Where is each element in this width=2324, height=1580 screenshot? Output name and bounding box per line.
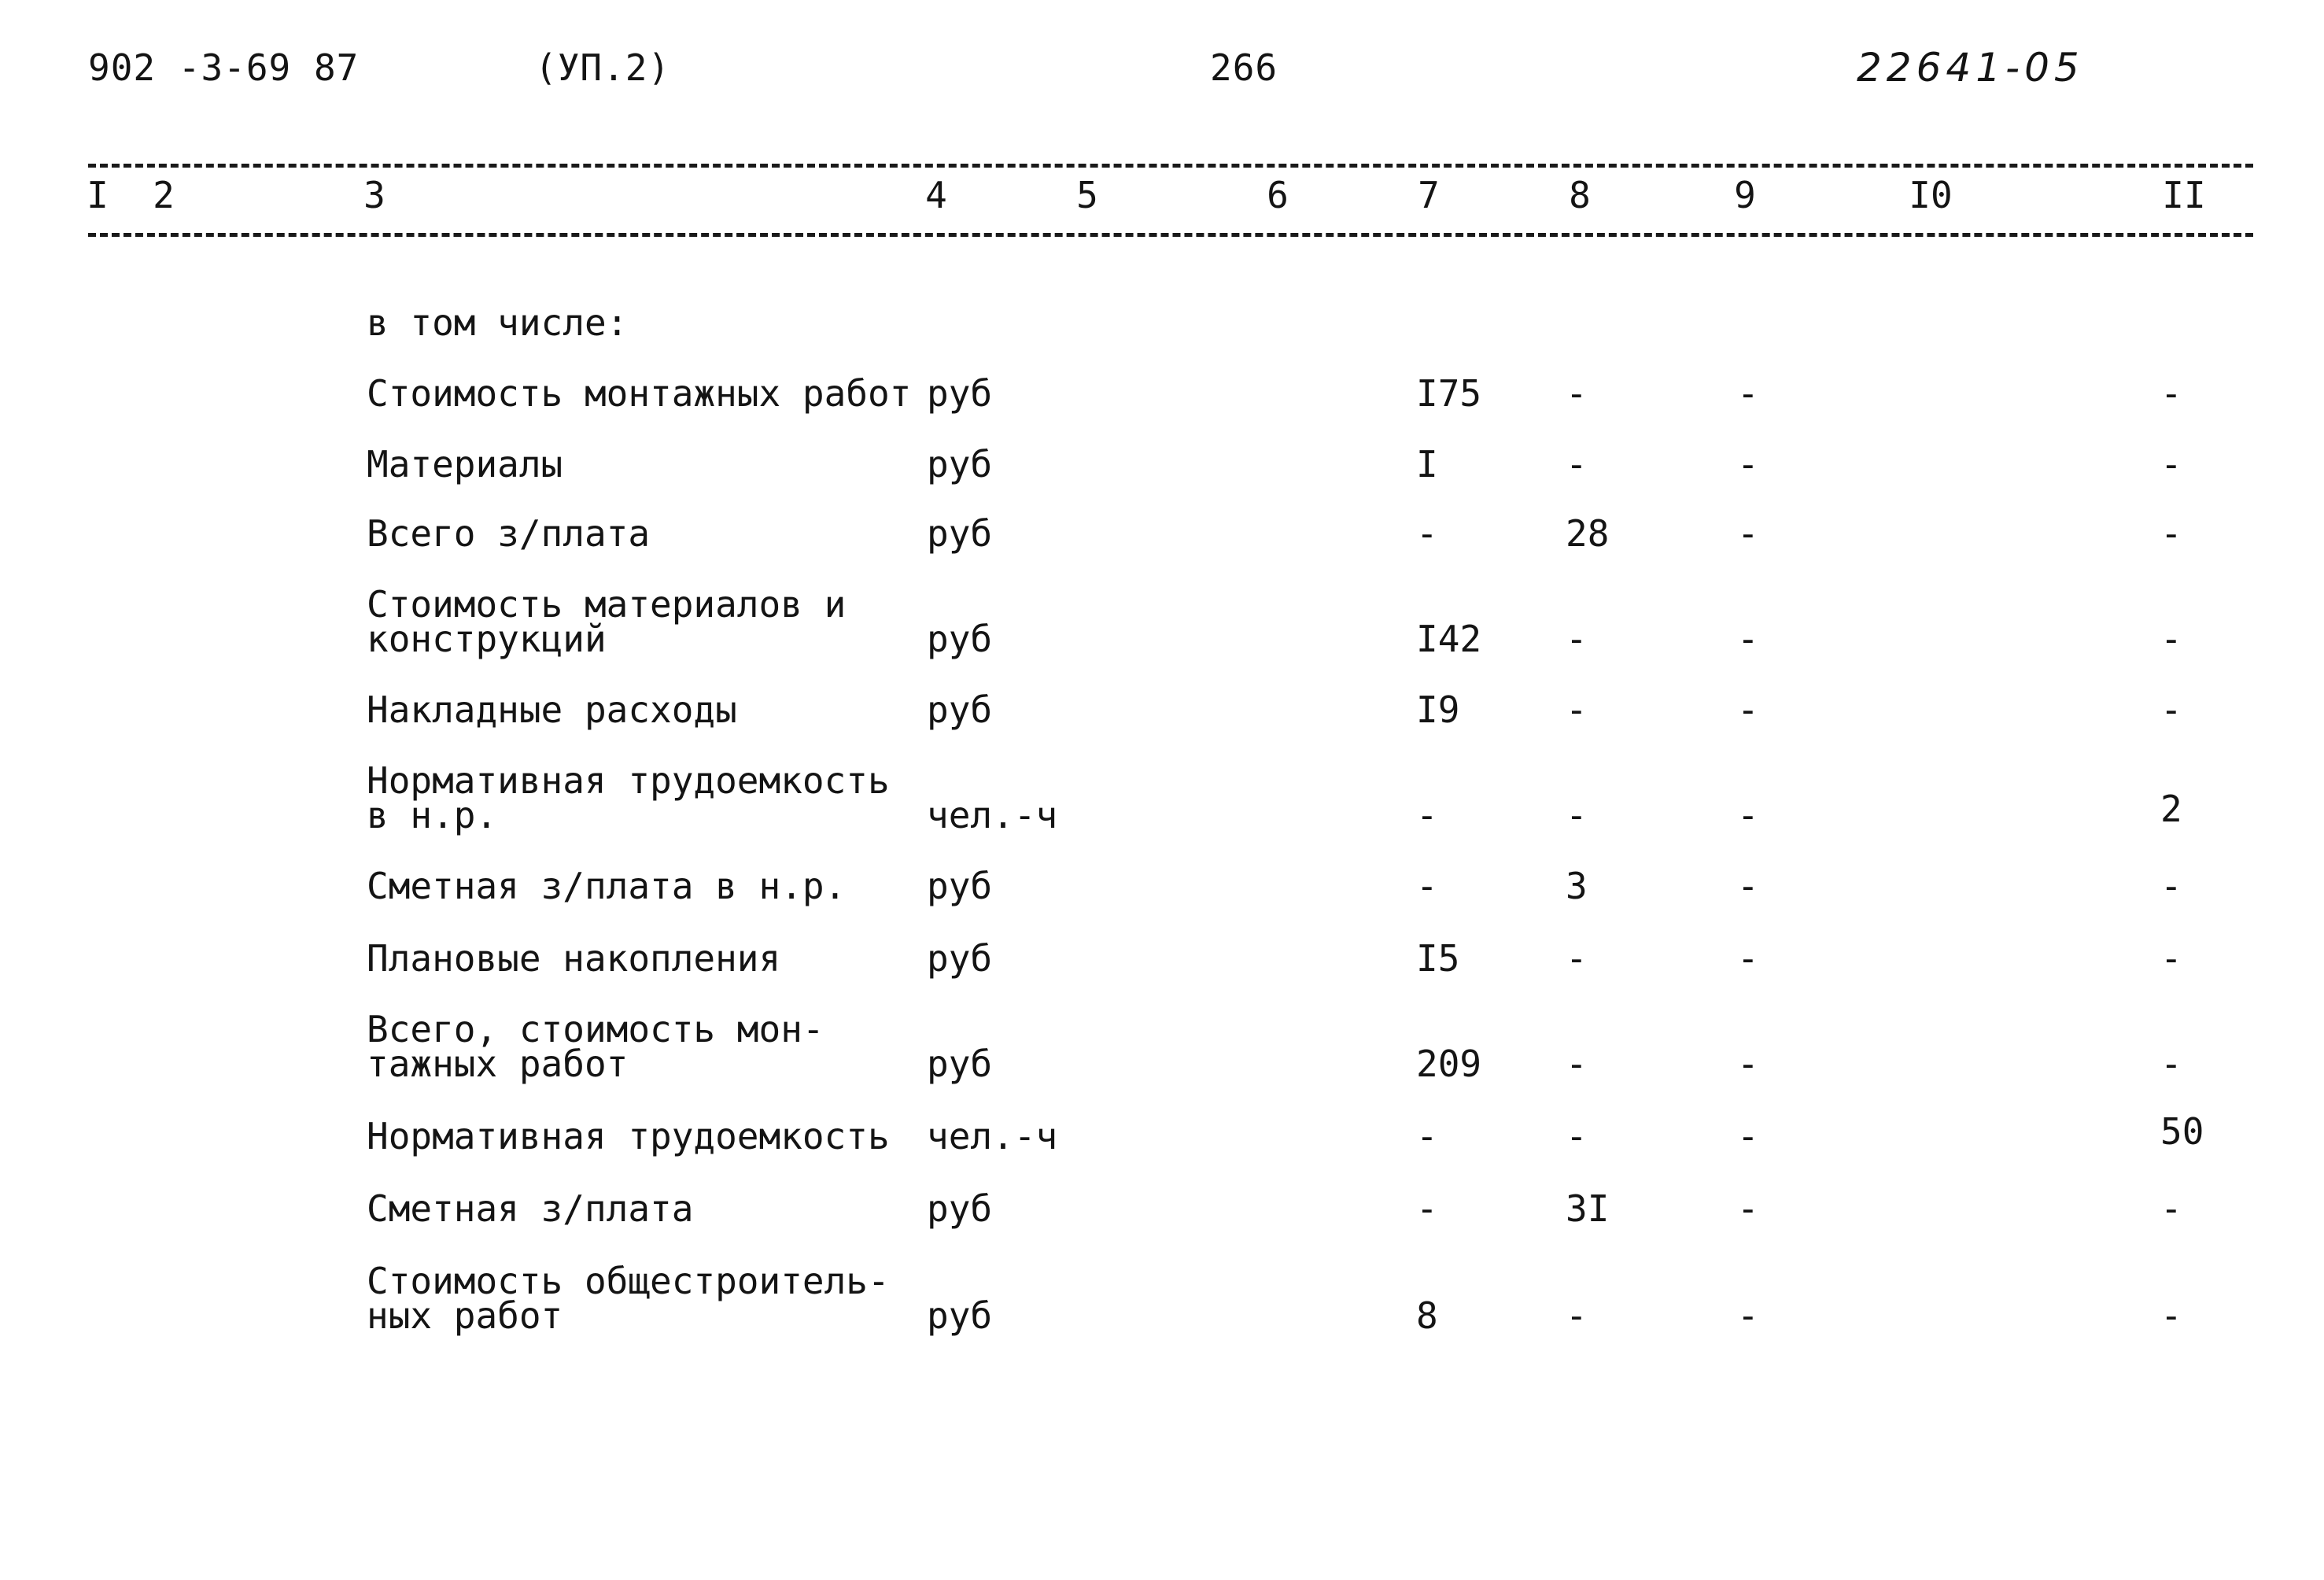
cell-col-9: - [1737, 794, 1759, 836]
cell-col-11: - [2160, 372, 2182, 415]
cell-col-8: 3I [1566, 1187, 1610, 1230]
row-unit: чел.-ч [927, 1115, 1058, 1157]
cell-col-7: I [1416, 443, 1438, 485]
row-label: Плановые накопления [367, 937, 781, 980]
page-number: 266 [1210, 46, 1278, 89]
cell-col-11: - [2160, 512, 2182, 555]
column-number: I [87, 174, 109, 216]
cell-col-11: - [2160, 1043, 2182, 1085]
row-label: Стоимость монтажных работ [367, 372, 912, 415]
cell-col-7: - [1416, 512, 1438, 555]
cell-col-8: 28 [1566, 512, 1610, 555]
row-label: Накладные расходы [367, 688, 737, 731]
cell-col-7: 8 [1416, 1294, 1438, 1337]
column-number: 9 [1734, 174, 1756, 216]
column-number: 2 [153, 174, 175, 216]
cell-col-7: I75 [1416, 372, 1482, 415]
cell-col-9: - [1737, 937, 1759, 980]
document-code: 902 -3-69 87 [88, 46, 360, 89]
row-label: Всего з/плата [367, 512, 651, 555]
cell-col-9: - [1737, 1187, 1759, 1230]
cell-col-7: I9 [1416, 688, 1460, 731]
cell-col-9: - [1737, 1294, 1759, 1337]
cell-col-9: - [1737, 865, 1759, 907]
header-rule-bottom [88, 233, 2253, 237]
cell-col-8: - [1566, 1294, 1588, 1337]
cell-col-11: - [2160, 618, 2182, 660]
cell-col-11: - [2160, 1294, 2182, 1337]
row-label: Всего, стоимость мон- тажных работ [367, 1008, 824, 1085]
sheet-label: (УП.2) [535, 46, 671, 89]
cell-col-11: - [2160, 443, 2182, 485]
cell-col-11: - [2160, 865, 2182, 907]
row-label: Нормативная трудоемкость [367, 1115, 890, 1157]
row-label: Сметная з/плата в н.р. [367, 865, 847, 907]
cell-col-7: I5 [1416, 937, 1460, 980]
header-rule-top [88, 164, 2253, 168]
row-label: Сметная з/плата [367, 1187, 694, 1230]
row-unit: чел.-ч [927, 794, 1058, 836]
cell-col-8: - [1566, 372, 1588, 415]
row-unit: руб [927, 865, 993, 907]
cell-col-8: - [1566, 794, 1588, 836]
column-number: I0 [1909, 174, 1953, 216]
cell-col-7: - [1416, 1187, 1438, 1230]
cell-col-8: - [1566, 1115, 1588, 1157]
cell-col-8: - [1566, 688, 1588, 731]
cell-col-11: 50 [2160, 1110, 2204, 1153]
column-number: 5 [1076, 174, 1098, 216]
cell-col-9: - [1737, 443, 1759, 485]
cell-col-8: - [1566, 937, 1588, 980]
row-label: Нормативная трудоемкость в н.р. [367, 759, 890, 836]
section-label: в том числе: [367, 301, 629, 344]
cell-col-9: - [1737, 372, 1759, 415]
cell-col-9: - [1737, 688, 1759, 731]
column-number: 7 [1418, 174, 1440, 216]
cell-col-8: - [1566, 618, 1588, 660]
cell-col-8: - [1566, 1043, 1588, 1085]
cell-col-7: I42 [1416, 618, 1482, 660]
row-unit: руб [927, 618, 993, 660]
row-unit: руб [927, 1043, 993, 1085]
cell-col-11: - [2160, 1187, 2182, 1230]
column-number: 3 [363, 174, 385, 216]
cell-col-11: - [2160, 937, 2182, 980]
cell-col-9: - [1737, 1115, 1759, 1157]
cell-col-9: - [1737, 618, 1759, 660]
cell-col-11: - [2160, 688, 2182, 731]
column-number: II [2162, 174, 2206, 216]
row-unit: руб [927, 688, 993, 731]
cell-col-7: - [1416, 1115, 1438, 1157]
column-number: 6 [1267, 174, 1289, 216]
cell-col-9: - [1737, 512, 1759, 555]
row-label: Стоимость материалов и конструкций [367, 583, 847, 660]
cell-col-8: 3 [1566, 865, 1588, 907]
row-unit: руб [927, 512, 993, 555]
column-number: 4 [925, 174, 947, 216]
cell-col-11: 2 [2160, 788, 2182, 830]
row-unit: руб [927, 443, 993, 485]
row-unit: руб [927, 1187, 993, 1230]
row-unit: руб [927, 1294, 993, 1337]
inventory-number: 22641-05 [1857, 45, 2084, 90]
cell-col-8: - [1566, 443, 1588, 485]
cell-col-7: - [1416, 794, 1438, 836]
cell-col-9: - [1737, 1043, 1759, 1085]
row-unit: руб [927, 937, 993, 980]
column-number: 8 [1569, 174, 1591, 216]
row-label: Материалы [367, 443, 563, 485]
cell-col-7: - [1416, 865, 1438, 907]
row-label: Стоимость общестроитель- ных работ [367, 1260, 890, 1337]
cell-col-7: 209 [1416, 1043, 1482, 1085]
row-unit: руб [927, 372, 993, 415]
